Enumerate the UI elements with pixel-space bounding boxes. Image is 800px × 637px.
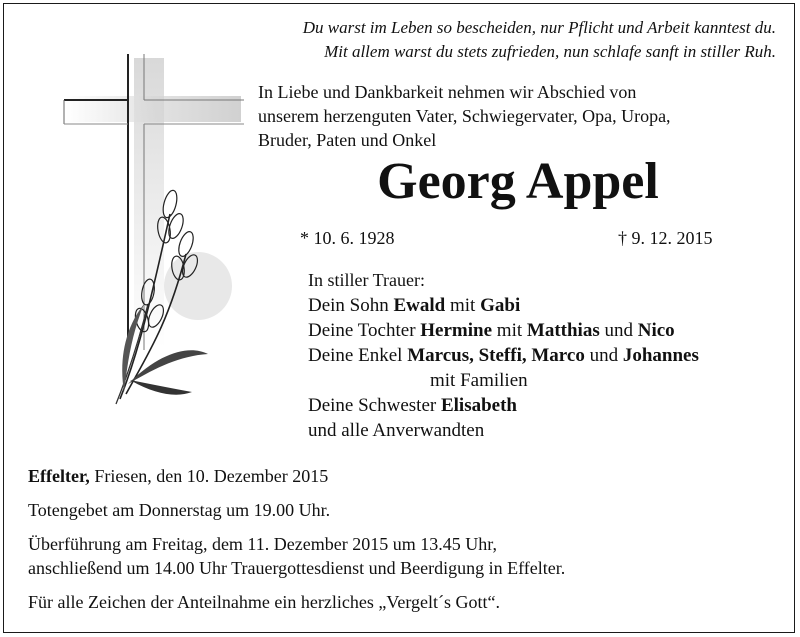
place-date-rest: Friesen, den 10. Dezember 2015 <box>89 466 329 486</box>
place-date <box>28 464 778 488</box>
transfer-info-line: anschließend um 14.00 Uhr Trauergottesdienst und Beerdigung in Effelter. <box>28 558 566 578</box>
connector-text: mit <box>492 320 527 341</box>
mourner-name: Gabi <box>480 295 521 316</box>
place-name: Effelter, <box>28 466 90 486</box>
mourner-name: Marcus, <box>407 345 474 366</box>
mourner-name: Steffi, <box>478 345 527 366</box>
connector-text: und <box>599 320 638 341</box>
relation-label: Deine Tochter <box>308 320 421 341</box>
relation-label: Dein Sohn <box>308 295 394 316</box>
mourner-name: Nico <box>637 320 675 341</box>
mourners-list <box>308 268 788 443</box>
memorial-poem <box>216 16 776 64</box>
mourner-name: Ewald <box>393 295 446 316</box>
poem-line: Du warst im Leben so bescheiden, nur Pflicht und Arbeit kanntest du. <box>302 18 776 37</box>
connector-text: und <box>584 345 623 366</box>
mourner-name: Johannes <box>622 345 699 366</box>
mourner-sister <box>308 393 788 418</box>
death-date: † 9. 12. 2015 <box>618 228 713 248</box>
mourner-grandchildren <box>308 343 788 368</box>
intro-line: Bruder, Paten und Onkel <box>258 130 437 150</box>
mourner-families: mit Familien <box>430 370 528 391</box>
notice-footer <box>28 464 778 614</box>
mourner-name: Hermine <box>420 320 493 341</box>
cross-with-wheat-icon <box>58 54 248 414</box>
prayer-info: Totengebet am Donnerstag um 19.00 Uhr. <box>28 500 331 520</box>
mourner-name: Elisabeth <box>440 395 517 416</box>
deceased-name: Georg Appel <box>377 153 659 210</box>
mourner-name: Matthias <box>526 320 600 341</box>
birth-date: * 10. 6. 1928 <box>300 228 395 248</box>
relation-label: Deine Enkel <box>308 345 408 366</box>
thanks-line: Für alle Zeichen der Anteilnahme ein herzliches „Vergelt´s Gott“. <box>28 592 500 612</box>
mourner-son <box>308 293 788 318</box>
intro-line: In Liebe und Dankbarkeit nehmen wir Abschied von <box>258 82 637 102</box>
farewell-intro <box>258 80 778 152</box>
transfer-info-line: Überführung am Freitag, dem 11. Dezember 2015 um 13.45 Uhr, <box>28 534 497 554</box>
mourner-relatives: und alle Anverwandten <box>308 420 485 441</box>
connector-text: mit <box>445 295 481 316</box>
mourner-daughter <box>308 318 788 343</box>
intro-line: unserem herzenguten Vater, Schwiegervater, Opa, Uropa, <box>258 106 671 126</box>
mourner-name: Marco <box>531 345 585 366</box>
poem-line: Mit allem warst du stets zufrieden, nun schlafe sanft in stiller Ruh. <box>324 42 776 61</box>
mourners-heading: In stiller Trauer: <box>308 270 425 290</box>
relation-label: Deine Schwester <box>308 395 441 416</box>
